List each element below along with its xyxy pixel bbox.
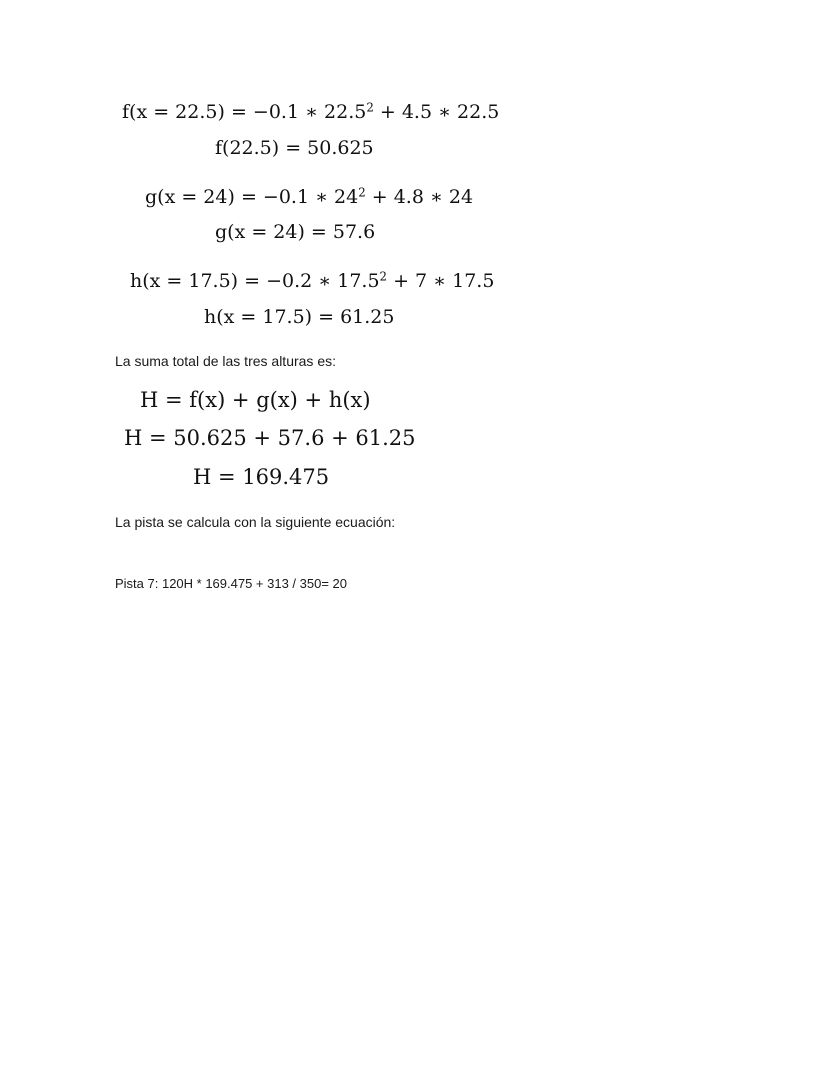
f-result: f(22.5) = 50.625 (215, 137, 374, 159)
sum-formula: H = f(x) + g(x) + h(x) (140, 388, 371, 412)
h-result: h(x = 17.5) = 61.25 (204, 306, 395, 328)
f-equation-lhs: f(x = 22.5) (122, 101, 225, 123)
sum-result: H = 169.475 (193, 465, 330, 489)
h-equation-rhs: = −0.2 ∗ 17.5 (244, 270, 380, 292)
sum-intro-text: La suma total de las tres alturas es: (115, 353, 336, 369)
g-equation (145, 185, 474, 208)
g-equation-lhs: g(x = 24) (145, 186, 235, 208)
f-equation-exponent: 2 (366, 100, 374, 115)
g-equation-exponent: 2 (358, 185, 366, 200)
f-equation (122, 100, 500, 123)
g-result: g(x = 24) = 57.6 (215, 221, 376, 243)
hint-intro-text: La pista se calcula con la siguiente ecuación: (115, 514, 396, 530)
g-equation-tail: + 4.8 ∗ 24 (365, 186, 474, 208)
h-equation (130, 269, 495, 292)
h-equation-tail: + 7 ∗ 17.5 (387, 270, 495, 292)
sum-values: H = 50.625 + 57.6 + 61.25 (124, 426, 416, 450)
h-equation-lhs: h(x = 17.5) (130, 270, 239, 292)
hint-text: Pista 7: 120H * 169.475 + 313 / 350= 20 (115, 576, 348, 591)
h-equation-exponent: 2 (379, 269, 388, 284)
g-equation-rhs: = −0.1 ∗ 24 (240, 186, 359, 208)
f-equation-tail: + 4.5 ∗ 22.5 (373, 101, 500, 123)
f-equation-rhs: = −0.1 ∗ 22.5 (230, 101, 367, 123)
